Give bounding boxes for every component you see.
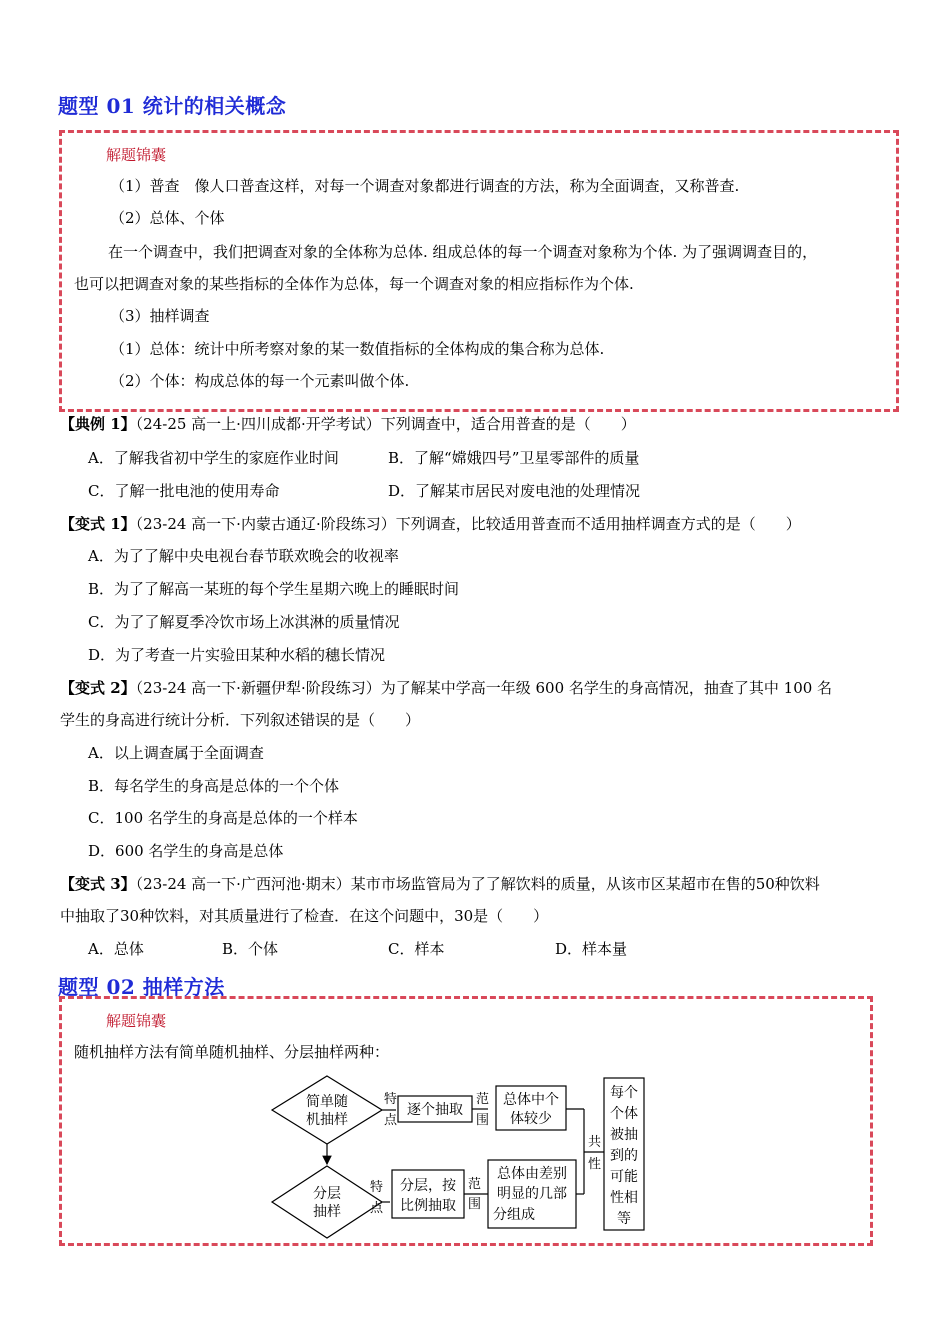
variant-1-option-d: D．为了考查一片实验田某种水稻的穗长情况 bbox=[88, 646, 386, 664]
tips-intro-2: 随机抽样方法有简单随机抽样、分层抽样两种： bbox=[74, 1043, 390, 1061]
row1-feature-1: 特 bbox=[384, 1092, 398, 1107]
variant-1-stem: （23-24 高一下·内蒙古通辽·阶段练习）下列调查，比较适用普查而不适用抽样调查方式的是（ ） bbox=[135, 515, 801, 533]
strat-range-line1: 总体由差别 bbox=[497, 1166, 567, 1182]
result-line-6: 性相 bbox=[610, 1190, 638, 1206]
common-label-2: 性 bbox=[588, 1157, 602, 1172]
tips-line-3: 在一个调查中，我们把调查对象的全体称为总体. 组成总体的每一个调查对象称为个体. 为了强调调查目的， bbox=[108, 243, 818, 261]
strat-sampling-label-2: 抽样 bbox=[313, 1204, 341, 1220]
tips-line-6: （1）总体：统计中所考察对象的某一数值指标的全体构成的集合称为总体. bbox=[110, 340, 605, 358]
variant-3-option-c: C．样本 bbox=[388, 940, 445, 958]
tips-title-1: 解题锦囊 bbox=[106, 146, 167, 164]
variant-3-stem-line2: 中抽取了30种饮料，对其质量进行了检查．在这个问题中，30是（ ） bbox=[60, 907, 549, 925]
tips-title-2: 解题锦囊 bbox=[106, 1012, 167, 1030]
strat-method-line1: 分层，按 bbox=[400, 1178, 456, 1194]
tips-line-7: （2）个体：构成总体的每一个元素叫做个体. bbox=[110, 372, 410, 390]
section-heading-1: 题型 01 统计的相关概念 bbox=[58, 94, 287, 118]
simple-sampling-label-2: 机抽样 bbox=[306, 1112, 348, 1128]
stratified-sampling-diamond bbox=[272, 1166, 382, 1238]
result-line-1: 每个 bbox=[610, 1085, 638, 1101]
row1-range-1: 范 bbox=[476, 1092, 490, 1107]
example-1-question bbox=[60, 414, 636, 434]
row1-range-2: 围 bbox=[476, 1113, 490, 1128]
variant-1-tag: 【变式 1】 bbox=[60, 515, 136, 533]
variant-1-option-c: C．为了了解夏季冷饮市场上冰淇淋的质量情况 bbox=[88, 613, 400, 631]
variant-2-tag: 【变式 2】 bbox=[60, 679, 136, 697]
variant-1-option-a: A．为了了解中央电视台春节联欢晚会的收视率 bbox=[88, 547, 399, 565]
strat-method-line2: 比例抽取 bbox=[400, 1198, 456, 1214]
example-1-option-b: B．了解“嫦娥四号”卫星零部件的质量 bbox=[388, 449, 640, 467]
row2-range-1: 范 bbox=[468, 1177, 482, 1192]
variant-1-question bbox=[60, 514, 801, 534]
tips-box-1 bbox=[59, 130, 899, 412]
variant-2-option-c: C．100 名学生的身高是总体的一个样本 bbox=[88, 809, 358, 827]
result-line-3: 被抽 bbox=[610, 1127, 638, 1143]
tips-line-1: （1）普查 像人口普查这样，对每一个调查对象都进行调查的方法，称为全面调查，又称普查. bbox=[110, 177, 740, 195]
simple-method-text: 逐个抽取 bbox=[407, 1102, 463, 1118]
variant-1-option-b: B．为了了解高一某班的每个学生星期六晚上的睡眠时间 bbox=[88, 580, 460, 598]
common-label-1: 共 bbox=[588, 1135, 602, 1150]
result-line-5: 可能 bbox=[610, 1169, 638, 1185]
tips-line-4: 也可以把调查对象的某些指标的全体作为总体，每一个调查对象的相应指标作为个体. bbox=[74, 275, 634, 293]
variant-3-option-d: D．样本量 bbox=[555, 940, 628, 958]
strat-range-line2: 明显的几部 bbox=[497, 1186, 567, 1202]
strat-range-line3: 分组成 bbox=[493, 1207, 535, 1223]
result-line-7: 等 bbox=[617, 1211, 631, 1227]
row2-feature-2: 点 bbox=[370, 1201, 384, 1216]
section-heading-2: 题型 02 抽样方法 bbox=[58, 975, 225, 999]
variant-2-stem-line1: （23-24 高一下·新疆伊犁·阶段练习）为了解某中学高一年级 600 名学生的身高情况，抽查了其中 100 名 bbox=[135, 679, 833, 697]
variant-2-option-b: B．每名学生的身高是总体的一个个体 bbox=[88, 777, 340, 795]
simple-range-line2: 体较少 bbox=[510, 1111, 552, 1127]
result-line-2: 个体 bbox=[610, 1106, 638, 1122]
tips-line-5: （3）抽样调查 bbox=[110, 307, 210, 325]
variant-2-question bbox=[60, 678, 832, 698]
row2-feature-1: 特 bbox=[370, 1180, 384, 1195]
variant-3-option-b: B．个体 bbox=[222, 940, 279, 958]
variant-2-option-a: A．以上调查属于全面调查 bbox=[88, 744, 264, 762]
example-1-tag: 【典例 1】 bbox=[60, 415, 136, 433]
row2-range-2: 围 bbox=[468, 1197, 482, 1212]
sampling-flow-diagram bbox=[270, 1074, 680, 1240]
variant-3-tag: 【变式 3】 bbox=[60, 875, 136, 893]
example-1-option-c: C．了解一批电池的使用寿命 bbox=[88, 482, 280, 500]
row1-feature-2: 点 bbox=[384, 1113, 398, 1128]
variant-3-option-a: A．总体 bbox=[88, 940, 144, 958]
tips-line-2: （2）总体、个体 bbox=[110, 209, 225, 227]
simple-sampling-label-1: 简单随 bbox=[306, 1094, 348, 1110]
result-line-4: 到的 bbox=[610, 1148, 638, 1164]
variant-3-question bbox=[60, 874, 820, 894]
simple-range-line1: 总体中个 bbox=[503, 1092, 559, 1108]
example-1-option-a: A．了解我省初中学生的家庭作业时间 bbox=[88, 449, 339, 467]
strat-sampling-label-1: 分层 bbox=[313, 1186, 341, 1202]
simple-random-sampling-diamond bbox=[272, 1076, 382, 1144]
variant-2-stem-line2: 学生的身高进行统计分析．下列叙述错误的是（ ） bbox=[60, 711, 421, 729]
example-1-option-d: D．了解某市居民对废电池的处理情况 bbox=[388, 482, 641, 500]
example-1-stem: （24-25 高一上·四川成都·开学考试）下列调查中，适合用普查的是（ ） bbox=[135, 415, 636, 433]
variant-2-option-d: D．600 名学生的身高是总体 bbox=[88, 842, 284, 860]
variant-3-stem-line1: （23-24 高一下·广西河池·期末）某市市场监管局为了了解饮料的质量，从该市区某超市在售的50种饮料 bbox=[135, 875, 820, 893]
